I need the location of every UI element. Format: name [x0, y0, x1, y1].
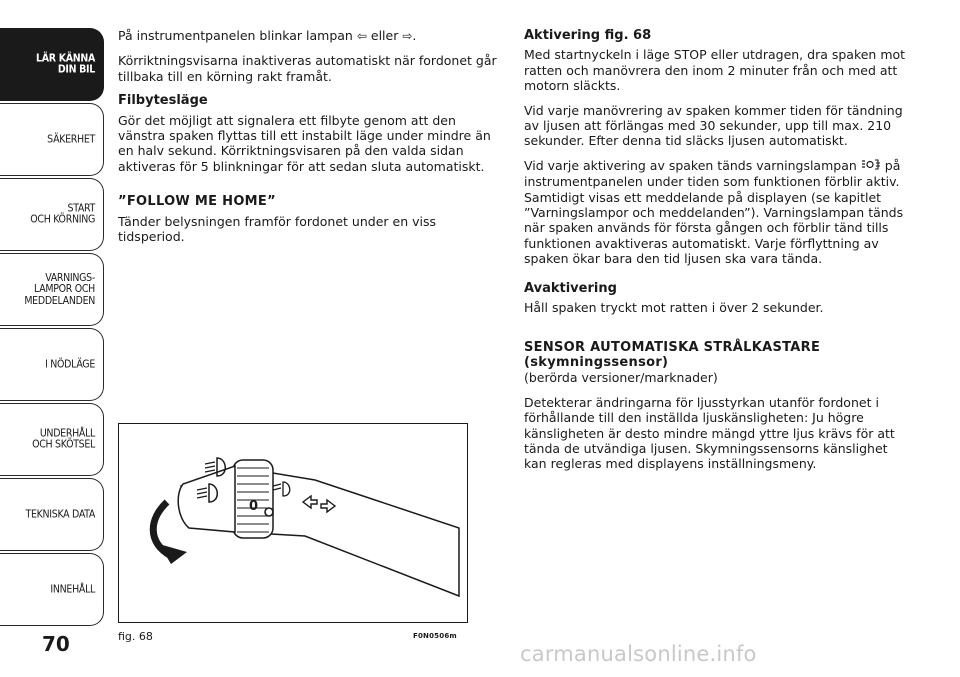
- heading-follow-me-home: ”FOLLOW ME HOME”: [118, 194, 276, 210]
- tab-label: SÄKERHET: [47, 132, 95, 145]
- tab-label: LÄR KÄNNA DIN BIL: [36, 52, 95, 76]
- page-number: 70: [42, 632, 70, 656]
- paragraph-activation-1: Med startnyckeln i läge STOP eller utdragen, dra spaken mot ratten och manövrera den inom 2 minuter från och med att motorn släckts.: [524, 47, 906, 94]
- chapter-tabs: [0, 28, 104, 628]
- knob-zero-label: 0: [249, 499, 259, 514]
- paragraph-activation-3: [524, 158, 914, 267]
- stalk-illustration: [119, 424, 467, 622]
- heading-activation: Aktivering fig. 68: [524, 28, 652, 43]
- paragraph-auto-off: Körriktningsvisarna inaktiveras automatiskt när fordonet går tillbaka till en körning rakt framåt.: [118, 53, 497, 84]
- tab-label: TEKNISKA DATA: [25, 507, 95, 520]
- text: På instrumentpanelen blinkar lampan: [118, 28, 353, 43]
- text: Vid varje aktivering av spaken tänds varningslampan: [524, 157, 857, 173]
- turn-right-arrow-icon: ⇨: [402, 29, 413, 43]
- text: .: [412, 28, 417, 43]
- tab-innehall[interactable]: [0, 553, 104, 626]
- turn-left-arrow-icon: ⇦: [356, 29, 367, 43]
- tab-sakerhet[interactable]: [0, 103, 104, 176]
- tab-start-och-korning[interactable]: [0, 178, 104, 251]
- heading-sensor: SENSOR AUTOMATISKA STRÅLKASTARE (skymningssensor): [524, 339, 821, 370]
- tab-label: UNDERHÅLL OCH SKÖTSEL: [32, 427, 95, 451]
- paragraph-lane-change: Gör det möjligt att signalera ett filbyte genom att den vänstra spaken flyttas till ett instabilt läge under mindre än en halv sekund. Körriktningsvisaren på den valda sidan aktiveras för 5 blinkningar för att sedan sluta automatiskt.: [118, 112, 491, 174]
- text: på instrumentpanelen under tiden som funktionen förblir aktiv. Samtidigt visas ett meddelande på displayen (se kapitlet ”Varningslampor och meddelanden”). Varningslampan tänds när spaken används för första gången och förblir tänd tills funktionen avaktiveras automatiskt. Varje förflyttning av spaken ökar bara den tid ljusen ska vara tända.: [524, 157, 904, 267]
- figure-caption: fig. 68: [118, 630, 153, 643]
- left-column: [118, 28, 503, 253]
- tab-i-nodlage[interactable]: [0, 328, 104, 401]
- tab-lar-kanna-din-bil[interactable]: [0, 28, 104, 101]
- paragraph-deactivation: Håll spaken tryckt mot ratten i över 2 sekunder.: [524, 300, 824, 316]
- figure-68: [118, 423, 468, 623]
- tab-label: VARNINGS- LAMPOR OCH MEDDELANDEN: [24, 271, 95, 307]
- figure-code: F0N0506m: [413, 632, 457, 640]
- heading-deactivation: Avaktivering: [524, 280, 617, 296]
- paragraph-follow-me-home: Tänder belysningen framför fordonet under en viss tidsperiod.: [118, 213, 436, 245]
- right-column: [524, 28, 914, 481]
- tab-varningslampor[interactable]: [0, 253, 104, 326]
- paragraph-sensor: Detekterar ändringarna för ljusstyrkan utanför fordonet i förhållande till den inställda ljuskänsligheten: Ju högre känsligheten är desto mindre mängd yttre ljus krävs för att tända de utvändiga ljusen. Skymningssensorns känslighet kan regleras med displayens inställningsmeny.: [524, 394, 895, 472]
- paragraph-sensor-note: (berörda versioner/marknader): [524, 370, 718, 386]
- heading-lane-change: Filbytesläge: [118, 93, 208, 109]
- watermark: carmanualsonline.info: [520, 642, 757, 666]
- tab-tekniska-data[interactable]: [0, 478, 104, 551]
- paragraph-activation-2: Vid varje manövrering av spaken kommer tiden för tändning av ljusen att förlängas med 30 sekunder, upp till max. 210 sekunder. Efter denna tid släcks ljusen automatiskt.: [524, 102, 903, 149]
- tab-label: INNEHÅLL: [50, 582, 95, 595]
- tab-label: START OCH KÖRNING: [30, 202, 95, 226]
- paragraph-blink: [118, 28, 503, 44]
- follow-me-home-icon: [861, 159, 881, 174]
- tab-underhall[interactable]: [0, 403, 104, 476]
- text: eller: [370, 28, 399, 43]
- tab-label: I NÖDLÄGE: [45, 357, 95, 370]
